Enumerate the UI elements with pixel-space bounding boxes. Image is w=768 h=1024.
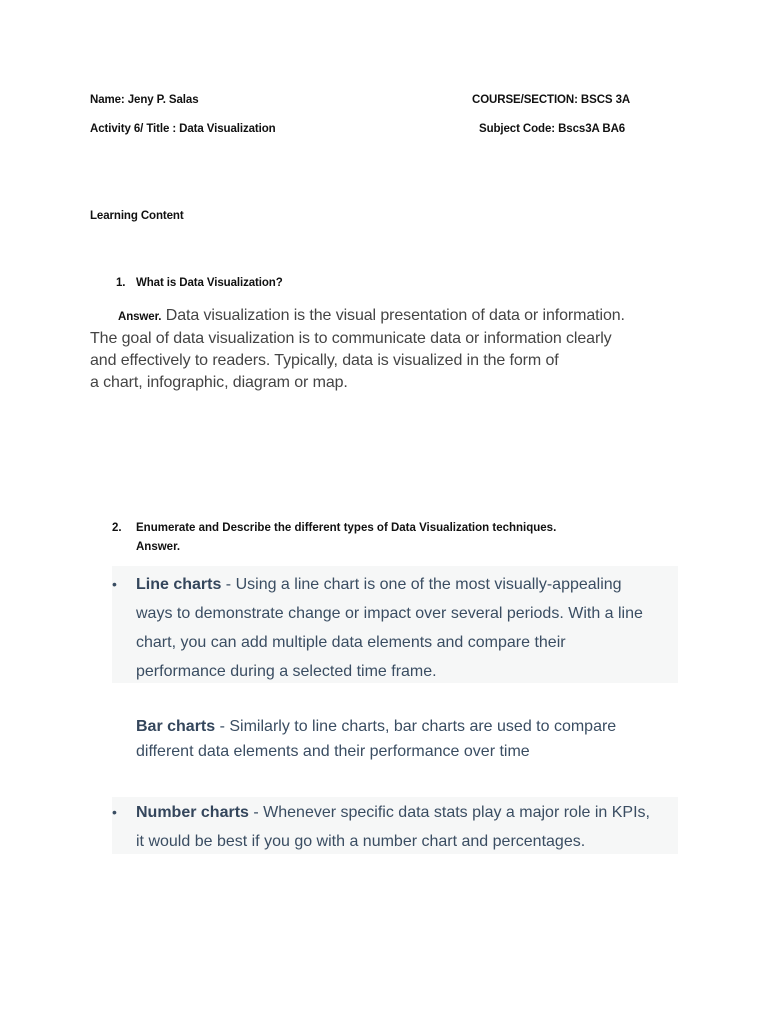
answer-1-label: Answer. <box>118 311 162 323</box>
technique-description: ways to demonstrate change or impact over several periods. With a line <box>136 605 643 622</box>
answer-2-label: Answer. <box>136 541 181 553</box>
technique-term: Bar charts <box>136 718 216 735</box>
technique-term: Line charts <box>136 576 222 593</box>
technique-description: performance during a selected time frame. <box>136 663 437 680</box>
question-2-number: 2. <box>112 522 122 534</box>
technique-description: - Whenever specific data stats play a major role in KPIs, <box>248 804 650 821</box>
activity-title: Activity 6/ Title : Data Visualization <box>90 123 276 135</box>
question-2 <box>112 519 556 557</box>
question-1-number: 1. <box>116 277 126 289</box>
technique-number-charts <box>136 798 650 856</box>
question-2-text: Enumerate and Describe the different types of Data Visualization techniques. <box>136 522 557 534</box>
answer-1-line: and effectively to readers. Typically, data is visualized in the form of <box>90 352 559 369</box>
answer-1-line: The goal of data visualization is to communicate data or information clearly <box>90 330 612 347</box>
technique-description: - Similarly to line charts, bar charts are used to compare <box>215 718 617 735</box>
student-name: Name: Jeny P. Salas <box>90 94 199 106</box>
subject-code: Subject Code: Bscs3A BA6 <box>479 123 626 135</box>
technique-description: - Using a line chart is one of the most visually-appealing <box>221 576 622 593</box>
answer-1 <box>90 305 690 394</box>
bullet-icon: • <box>112 804 117 820</box>
technique-bar-charts <box>136 714 616 764</box>
technique-description: it would be best if you go with a number chart and percentages. <box>136 833 586 850</box>
answer-1-line: Data visualization is the visual presentation of data or information. <box>165 307 625 324</box>
course-section: COURSE/SECTION: BSCS 3A <box>472 94 631 106</box>
answer-1-line: a chart, infographic, diagram or map. <box>90 374 348 391</box>
technique-description: different data elements and their performance over time <box>136 743 530 760</box>
learning-content-heading: Learning Content <box>90 210 184 222</box>
technique-description: chart, you can add multiple data elements and compare their <box>136 634 566 651</box>
question-1-text: What is Data Visualization? <box>136 277 283 289</box>
technique-line-charts <box>136 570 643 686</box>
bullet-icon: • <box>112 576 117 592</box>
technique-term: Number charts <box>136 804 249 821</box>
